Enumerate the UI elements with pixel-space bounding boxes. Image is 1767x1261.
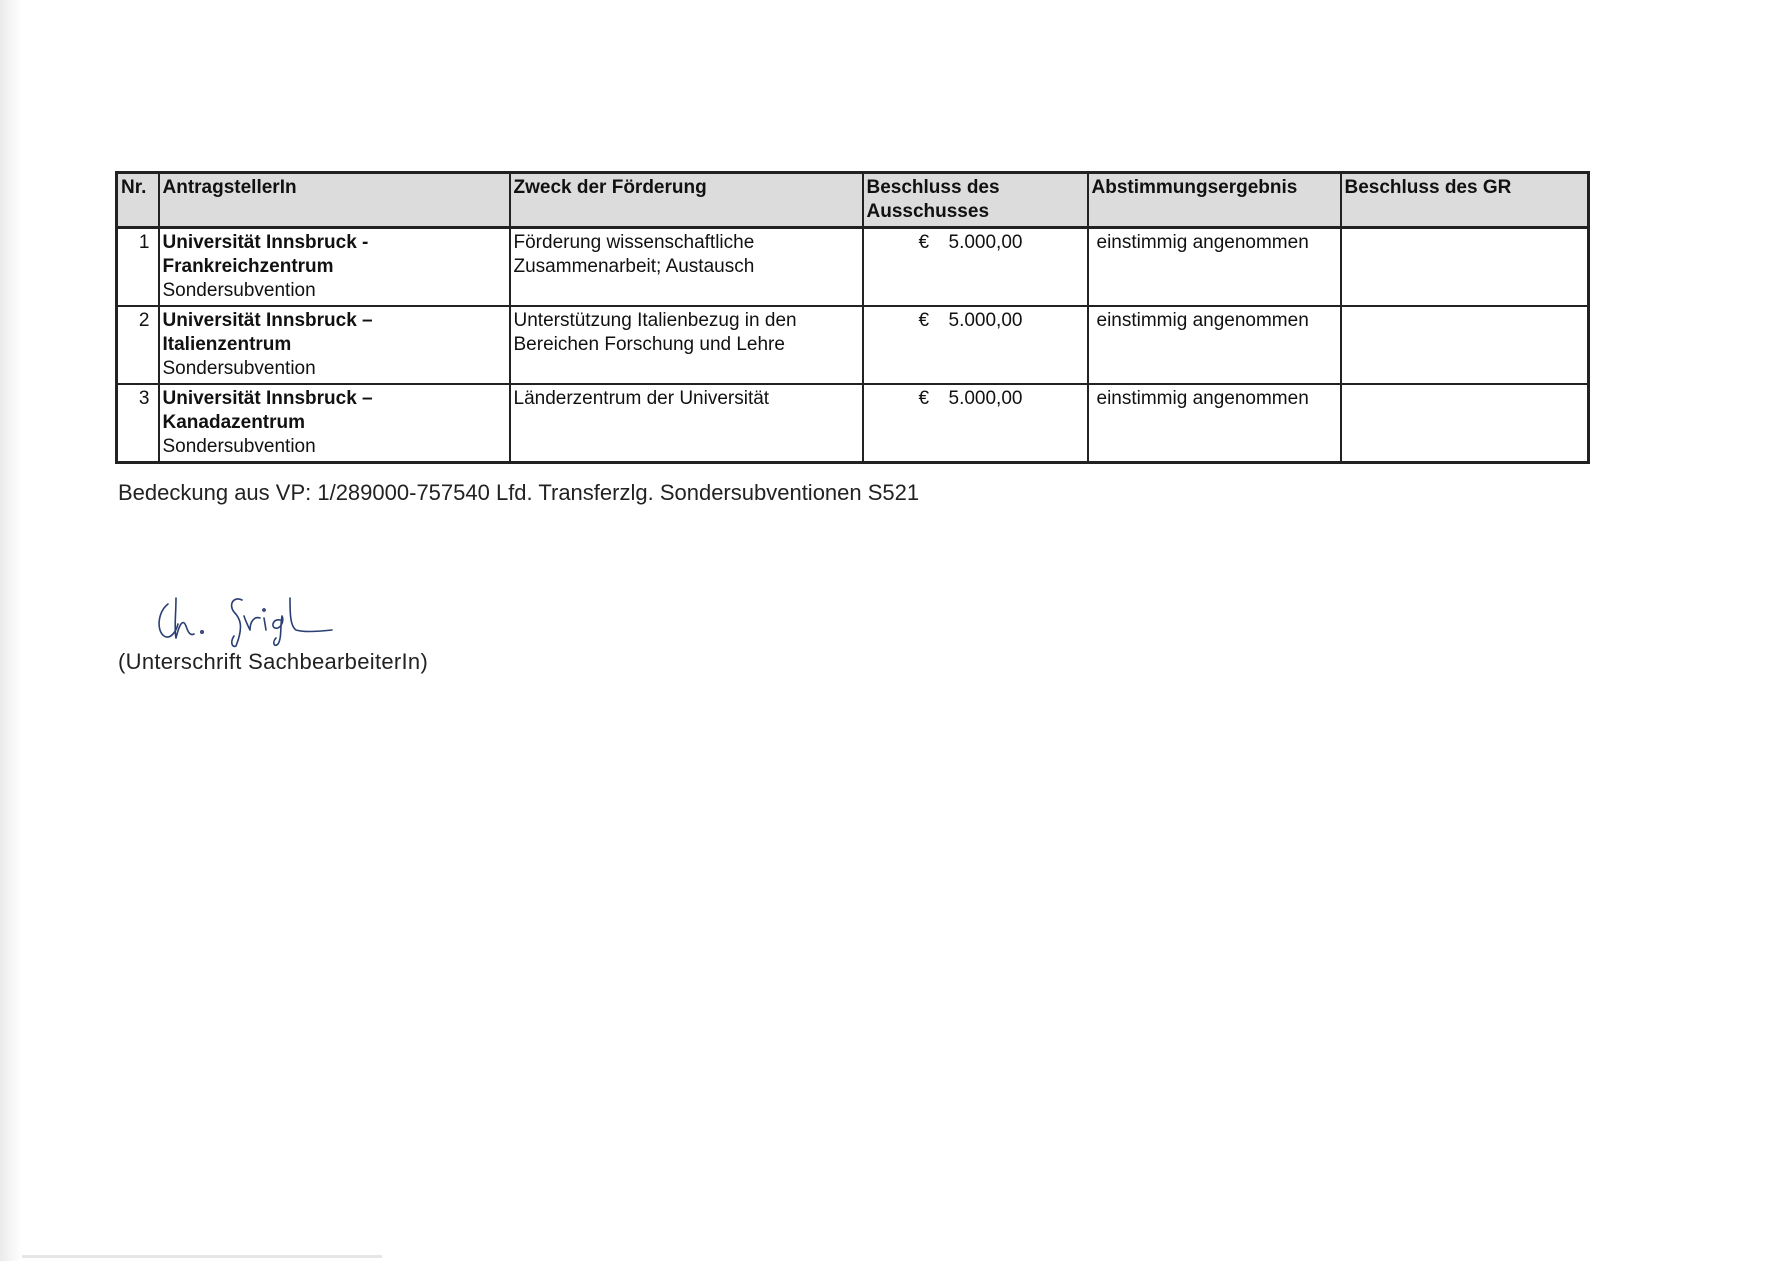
row-vote-result: einstimmig angenommen [1088, 306, 1341, 384]
applicant-name-line1: Universität Innsbruck – [162, 388, 373, 409]
row-nr: 1 [117, 228, 159, 307]
header-committee-decision-line1: Beschluss des [866, 177, 1000, 198]
handwritten-signature [150, 586, 380, 648]
header-council-decision: Beschluss des GR [1341, 173, 1589, 228]
row-purpose: Unterstützung Italienbezug in den Bereichen Forschung und Lehre [510, 306, 863, 384]
scan-edge-shadow [0, 0, 22, 1261]
applicant-name-line1: Universität Innsbruck - [162, 232, 369, 253]
applicant-type: Sondersubvention [162, 280, 316, 301]
header-committee-decision [863, 173, 1088, 228]
row-purpose: Förderung wissenschaftliche Zusammenarbeit; Austausch [510, 228, 863, 307]
row-purpose: Länderzentrum der Universität [510, 384, 863, 463]
header-committee-decision-line2: Ausschusses [866, 201, 990, 222]
euro-symbol: € [918, 388, 930, 409]
row-amount [863, 306, 1088, 384]
row-amount [863, 384, 1088, 463]
euro-symbol: € [918, 232, 930, 253]
applicant-type: Sondersubvention [162, 436, 316, 457]
row-vote-result: einstimmig angenommen [1088, 384, 1341, 463]
header-nr: Nr. [117, 173, 159, 228]
row-applicant [159, 384, 510, 463]
amount-value: 5.000,00 [948, 388, 1023, 409]
table-header-row [117, 173, 1589, 228]
header-applicant: AntragstellerIn [159, 173, 510, 228]
row-vote-result: einstimmig angenommen [1088, 228, 1341, 307]
scan-edge-line [22, 1255, 382, 1258]
header-purpose: Zweck der Förderung [510, 173, 863, 228]
coverage-note: Bedeckung aus VP: 1/289000-757540 Lfd. Transferzlg. Sondersubventionen S521 [118, 480, 920, 505]
row-applicant [159, 306, 510, 384]
subsidy-table [115, 171, 1590, 464]
header-vote-result: Abstimmungsergebnis [1088, 173, 1341, 228]
applicant-type: Sondersubvention [162, 358, 316, 379]
row-applicant [159, 228, 510, 307]
row-council-decision [1341, 228, 1589, 307]
row-amount [863, 228, 1088, 307]
table-row [117, 228, 1589, 307]
table-row [117, 306, 1589, 384]
applicant-name-line1: Universität Innsbruck – [162, 310, 373, 331]
euro-symbol: € [918, 310, 930, 331]
amount-value: 5.000,00 [948, 232, 1023, 253]
row-nr: 3 [117, 384, 159, 463]
row-council-decision [1341, 306, 1589, 384]
table-row [117, 384, 1589, 463]
signature-caption: (Unterschrift SachbearbeiterIn) [118, 649, 429, 674]
amount-value: 5.000,00 [948, 310, 1023, 331]
applicant-name-line2: Kanadazentrum [162, 412, 306, 433]
row-nr: 2 [117, 306, 159, 384]
applicant-name-line2: Frankreichzentrum [162, 256, 334, 277]
applicant-name-line2: Italienzentrum [162, 334, 292, 355]
row-council-decision [1341, 384, 1589, 463]
